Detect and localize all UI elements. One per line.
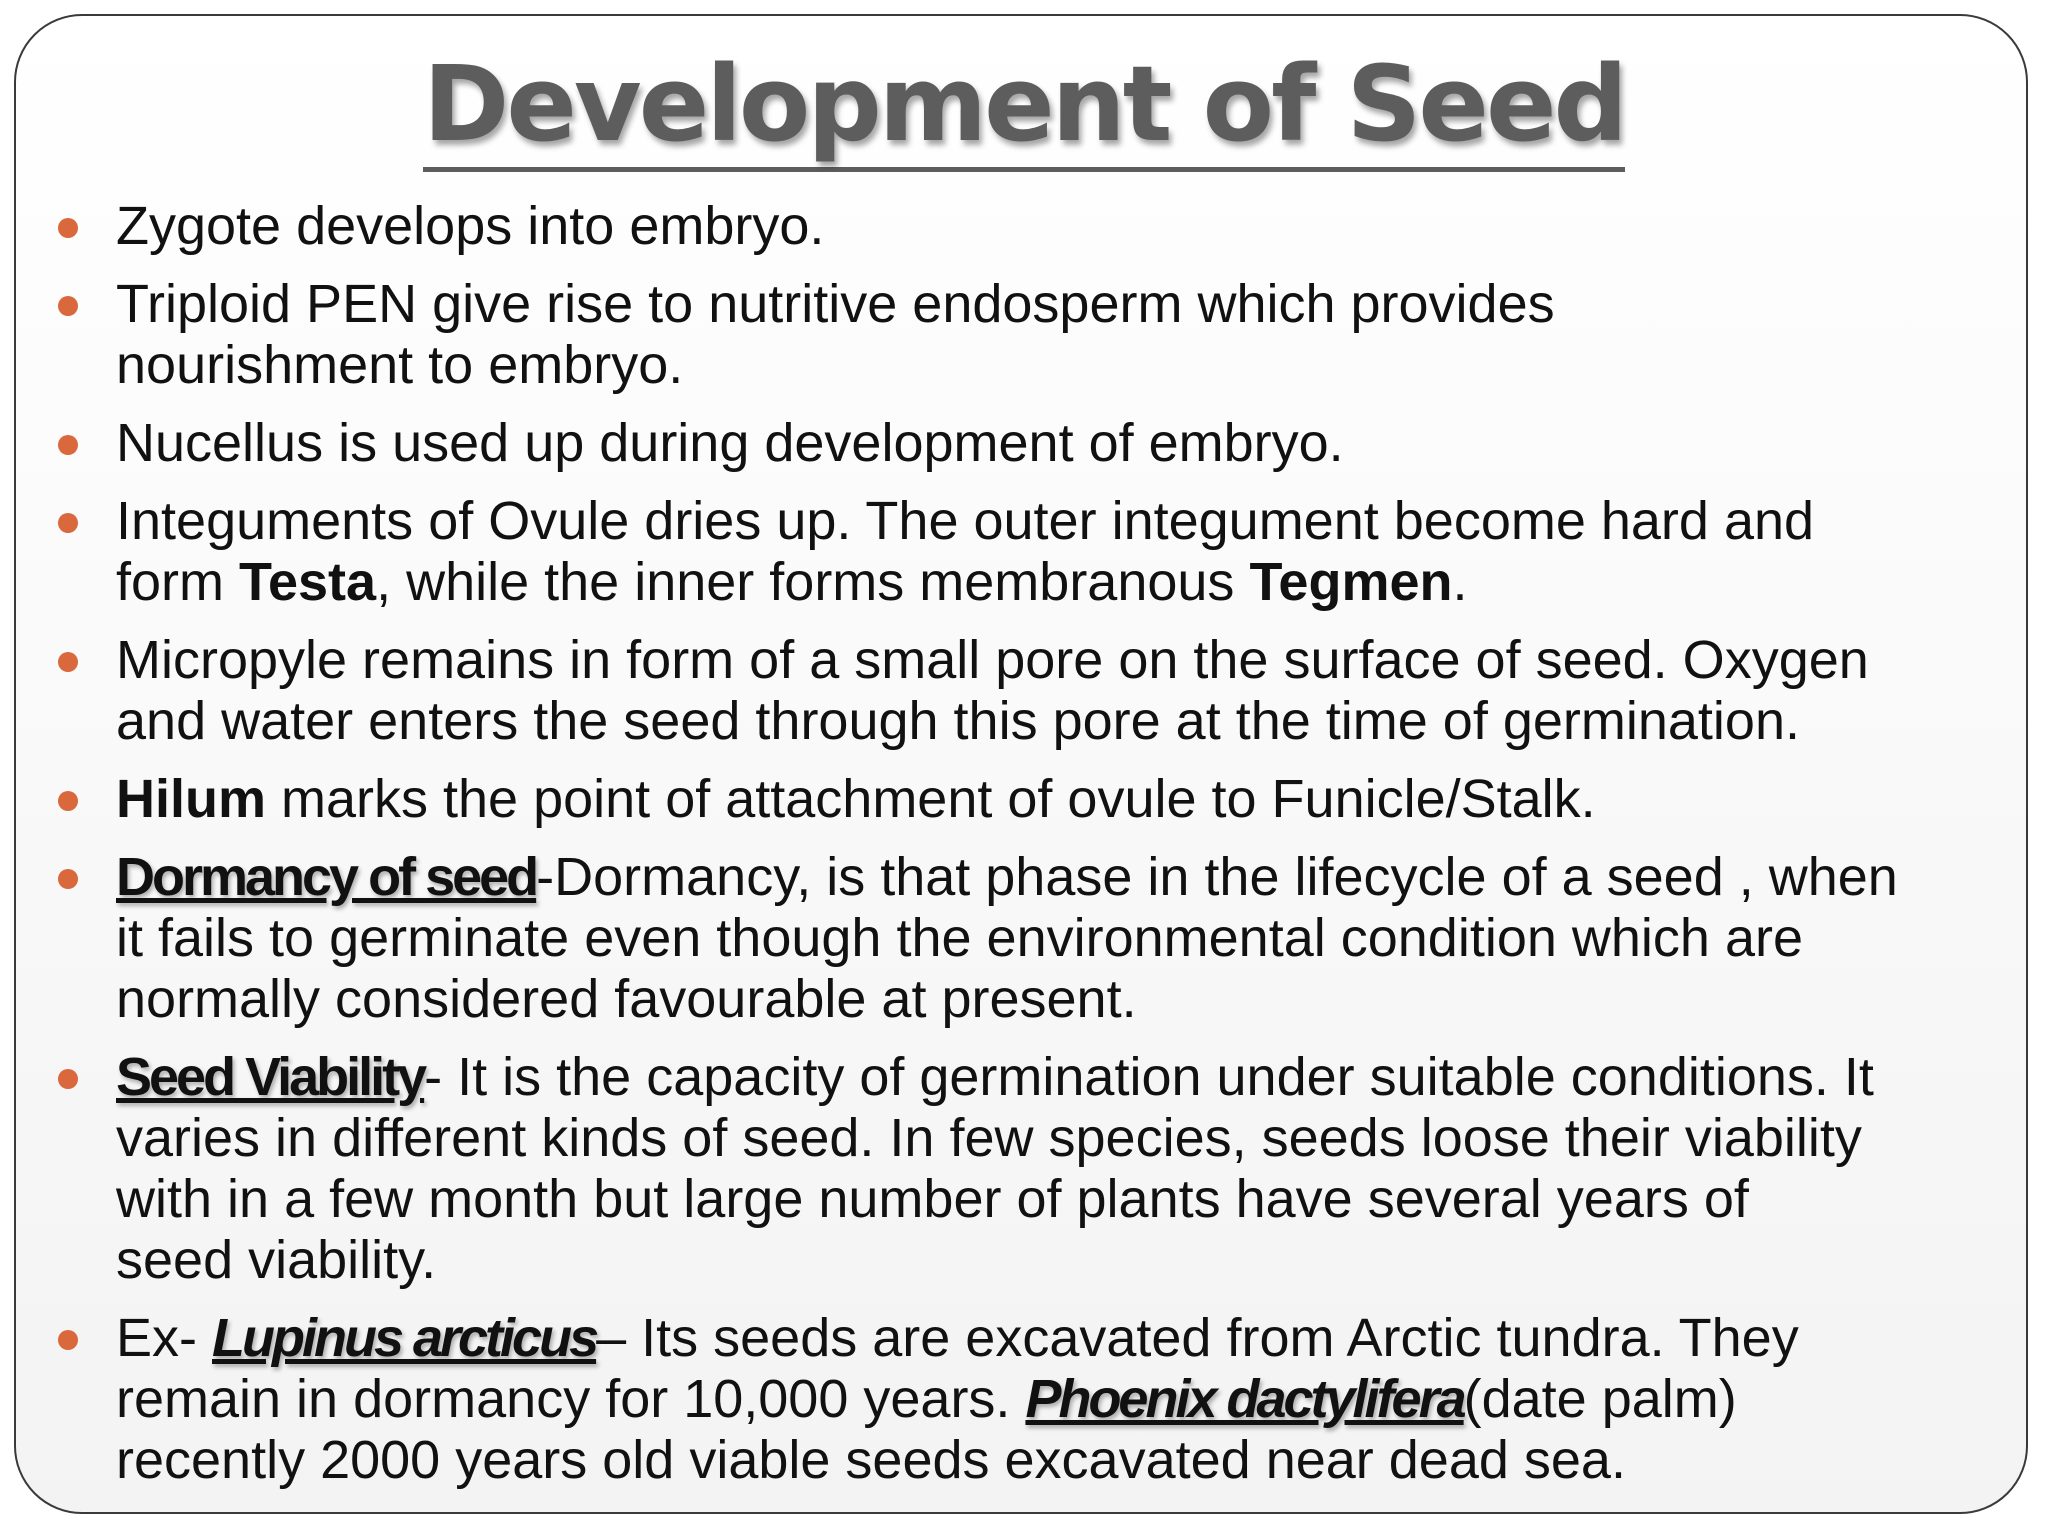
bullet-text-continued: form: [116, 552, 240, 612]
term-hilum: Hilum: [116, 769, 267, 829]
term-dormancy-of-seed: Dormancy of seed: [116, 847, 537, 907]
bullet-endosperm: [58, 274, 2008, 396]
bullet-text: Integuments of Ovule dries up. The outer integument become hard and: [116, 491, 1815, 551]
bullet-nucellus: [58, 413, 2008, 474]
species-phoenix-dactylifera: Phoenix dactylifera: [1025, 1369, 1464, 1429]
bullet-text: Micropyle remains in form of a small pore on the surface of seed. Oxygen: [116, 630, 1869, 690]
bullet-text-continued: recently 2000 years old viable seeds excavated near dead sea.: [116, 1430, 1626, 1490]
bullet-text-continued: normally considered favourable at present.: [116, 969, 1137, 1029]
bullet-text: Triploid PEN give rise to nutritive endosperm which provides: [116, 274, 1555, 334]
term-tegmen: Tegmen: [1249, 552, 1453, 612]
bullet-text-continued: .: [1452, 552, 1468, 612]
bullet-dot-icon: [58, 652, 78, 672]
bullet-text-continued: it fails to germinate even though the environmental condition which are: [116, 908, 1803, 968]
slide-title-text: Development of Seed: [423, 43, 1625, 172]
species-lupinus-arcticus: Lupinus arcticus: [212, 1308, 597, 1368]
bullet-hilum: [58, 769, 2008, 830]
bullet-micropyle: [58, 630, 2008, 752]
bullet-dot-icon: [58, 435, 78, 455]
bullet-list: [58, 196, 2008, 1508]
bullet-dormancy: [58, 847, 2008, 1030]
bullet-text-continued: remain in dormancy for 10,000 years.: [116, 1369, 1026, 1429]
bullet-dot-icon: [58, 1330, 78, 1350]
bullet-dot-icon: [58, 791, 78, 811]
bullet-text: Zygote develops into embryo.: [116, 196, 825, 256]
bullet-text: Nucellus is used up during development of embryo.: [116, 413, 1344, 473]
bullet-examples: [58, 1308, 2008, 1491]
bullet-dot-icon: [58, 513, 78, 533]
bullet-text-continued: and water enters the seed through this pore at the time of germination.: [116, 691, 1800, 751]
term-seed-viability: Seed Viability: [116, 1047, 425, 1107]
bullet-dot-icon: [58, 869, 78, 889]
bullet-text: Ex-: [116, 1308, 213, 1368]
bullet-zygote: [58, 196, 2008, 257]
bullet-seed-viability: [58, 1047, 2008, 1291]
slide-title: [0, 43, 2048, 165]
bullet-text-continued: (date palm): [1463, 1369, 1737, 1429]
bullet-text: -Dormancy, is that phase in the lifecycle of a seed , when: [536, 847, 1898, 907]
bullet-integuments: [58, 491, 2008, 613]
bullet-text-continued: seed viability.: [116, 1230, 437, 1290]
bullet-text-continued: nourishment to embryo.: [116, 335, 684, 395]
bullet-dot-icon: [58, 218, 78, 238]
bullet-text-continued: , while the inner forms membranous: [376, 552, 1250, 612]
term-testa: Testa: [239, 552, 377, 612]
bullet-text: marks the point of attachment of ovule to Funicle/Stalk.: [266, 769, 1596, 829]
bullet-dot-icon: [58, 296, 78, 316]
bullet-text: - It is the capacity of germination under suitable conditions. It: [424, 1047, 1874, 1107]
bullet-text-continued: varies in different kinds of seed. In few species, seeds loose their viability: [116, 1108, 1862, 1168]
bullet-text: – Its seeds are excavated from Arctic tundra. They: [596, 1308, 1799, 1368]
bullet-dot-icon: [58, 1069, 78, 1089]
bullet-text-continued: with in a few month but large number of plants have several years of: [116, 1169, 1749, 1229]
